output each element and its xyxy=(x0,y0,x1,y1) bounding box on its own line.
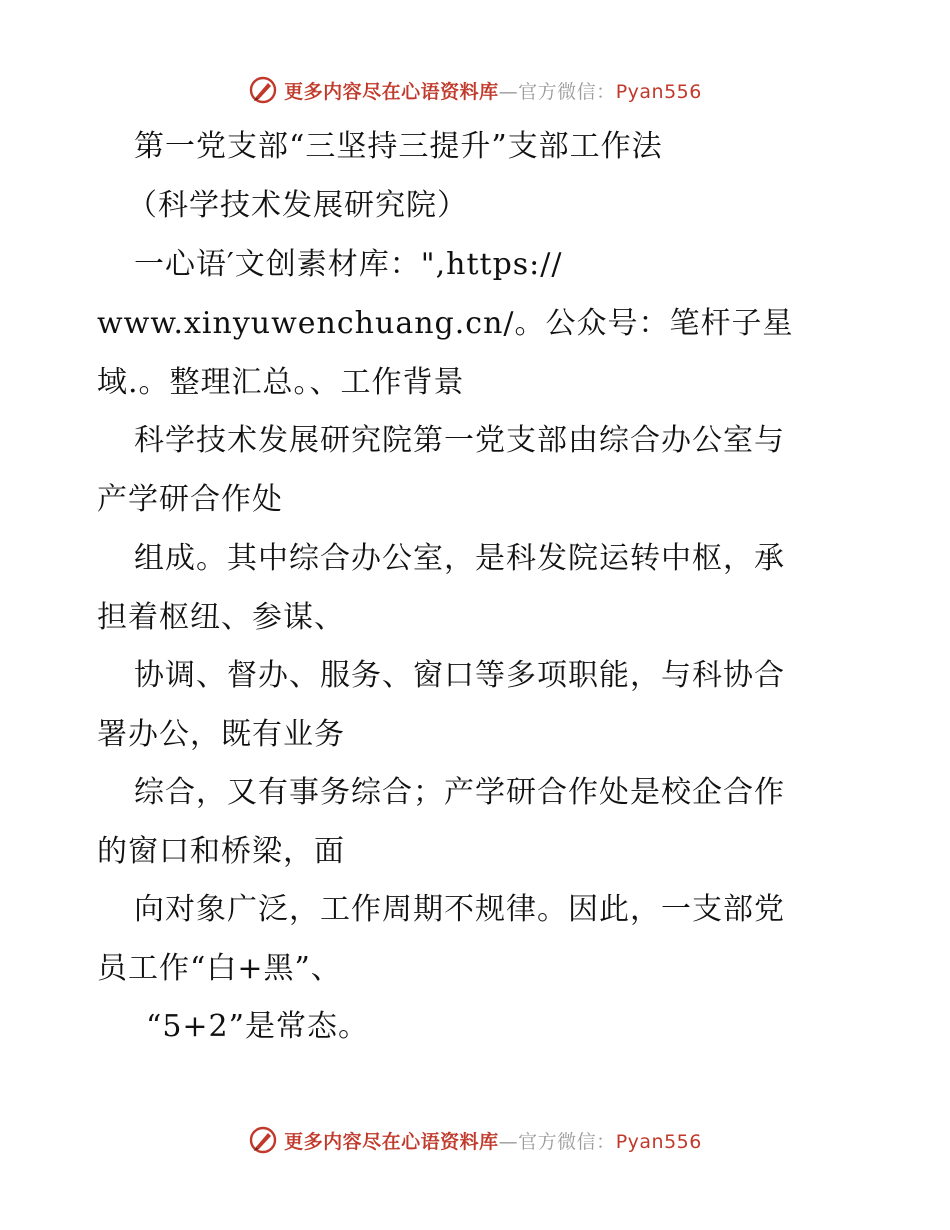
watermark-text xyxy=(284,77,702,104)
watermark-official-label: 官方微信： xyxy=(518,80,616,103)
text-line: 署办公，既有业务 xyxy=(97,717,345,752)
text-line: 担着枢纽、参谋、 xyxy=(97,600,345,635)
text-line: 产学研合作处 xyxy=(97,482,283,517)
pen-logo-icon xyxy=(248,75,278,105)
header-watermark xyxy=(0,73,950,107)
document-title: 第一党支部“三坚持三提升”支部工作法 xyxy=(134,129,663,164)
text-line: 组成。其中综合办公室，是科发院运转中枢，承 xyxy=(134,541,785,576)
watermark-wechat-id: Pyan556 xyxy=(615,80,702,103)
watermark-dash: — xyxy=(498,80,519,103)
text-line: 的窗口和桥梁，面 xyxy=(97,834,345,869)
text-line: 向对象广泛，工作周期不规律。因此，一支部党 xyxy=(134,892,785,927)
document-subtitle: （科学技术发展研究院） xyxy=(127,188,468,223)
text-line: 科学技术发展研究院第一党支部由综合办公室与 xyxy=(134,423,785,458)
watermark-text xyxy=(284,1127,702,1154)
watermark-main-text: 更多内容尽在心语资料库 xyxy=(284,1130,499,1153)
text-line: 域.。整理汇总。、工作背景 xyxy=(97,365,465,400)
text-line: 综合，又有事务综合；产学研合作处是校企合作 xyxy=(134,775,785,810)
text-line: 协调、督办、服务、窗口等多项职能，与科协合 xyxy=(134,658,785,693)
text-line: www.xinyuwenchuang.cn/。公众号：笔杆子星 xyxy=(97,306,794,341)
text-line: “5+2”是常态。 xyxy=(146,1009,369,1044)
watermark-dash: — xyxy=(498,1130,519,1153)
footer-watermark xyxy=(0,1123,950,1157)
pen-logo-icon xyxy=(248,1125,278,1155)
watermark-wechat-id: Pyan556 xyxy=(615,1130,702,1153)
text-line: 一心语′文创素材库：",https:// xyxy=(134,247,563,282)
watermark-main-text: 更多内容尽在心语资料库 xyxy=(284,80,499,103)
watermark-official-label: 官方微信： xyxy=(518,1130,616,1153)
text-line: 员工作“白+黑”、 xyxy=(97,951,342,986)
